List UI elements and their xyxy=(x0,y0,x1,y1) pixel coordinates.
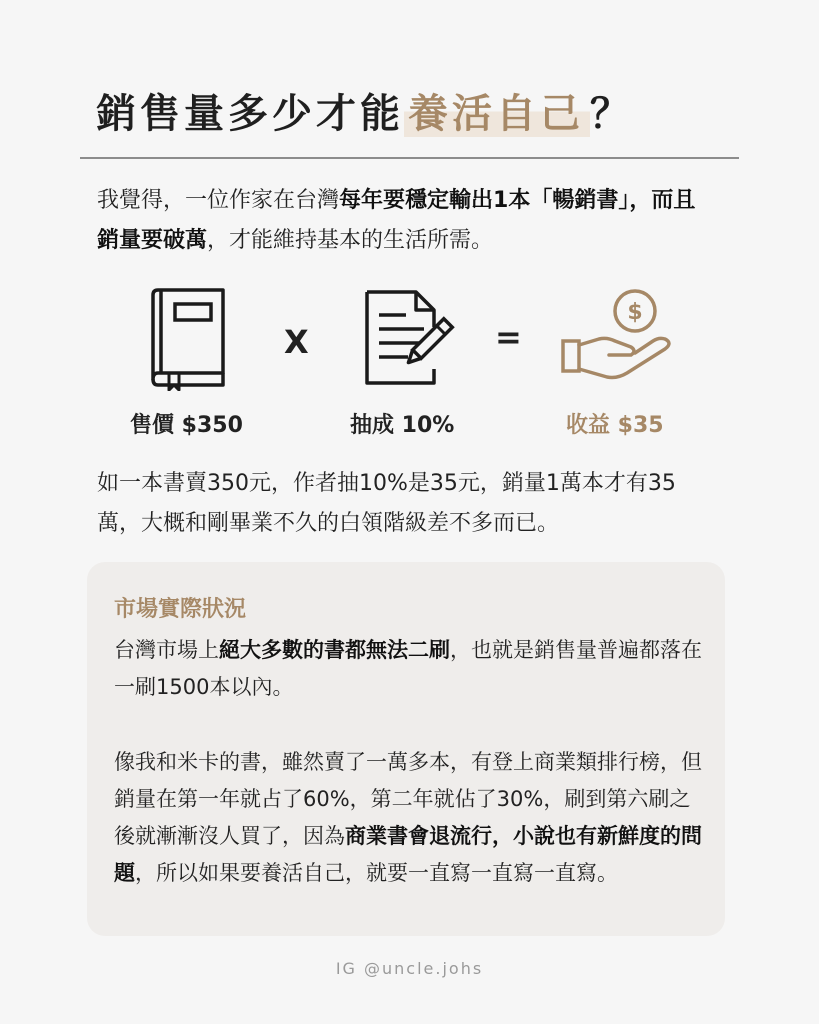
card-p1-bold: 絕大多數的書都無法二刷 xyxy=(219,638,450,662)
title-divider xyxy=(80,157,739,159)
hand-coin-icon xyxy=(559,287,677,385)
intro-bold: 每年要穩定輸出1本「暢銷書」，而且銷量要破萬 xyxy=(97,188,696,253)
card-p2-bold: 商業書會退流行，小說也有新鮮度的問題 xyxy=(114,824,702,885)
explain-paragraph: 如一本書賣350元，作者抽10%是35元，銷量1萬本才有35萬，大概和剛畢業不久的白領階級差不多而已。 xyxy=(97,471,676,536)
card-p2-text-a: 像我和米卡的書，雖然賣了一萬多本，有登上商業類排行榜，但銷量在第一年就占了60%，第二年就佔了30%，刷到第六刷之後就漸漸沒人買了，因為 xyxy=(114,750,702,848)
title-main: 銷售量多少才能 xyxy=(96,91,404,137)
card-paragraph-1 xyxy=(114,632,704,706)
page-title xyxy=(96,82,634,139)
income-label: 收益 $35 xyxy=(566,413,664,438)
svg-text:$: $ xyxy=(627,300,643,325)
price-label: 售價 $350 xyxy=(130,413,243,438)
title-question-mark: ？ xyxy=(590,91,634,137)
intro-text-2: ，才能維持基本的生活所需。 xyxy=(207,228,494,253)
intro-paragraph xyxy=(97,181,717,261)
card-p1-text-c: ，也就是銷售量普遍都落在一刷1500本以內。 xyxy=(114,638,702,699)
intro-text-1: 我覺得，一位作家在台灣 xyxy=(97,188,340,213)
document-pen-icon xyxy=(362,287,458,391)
card-p1-text-a: 台灣市場上 xyxy=(114,638,219,662)
title-highlight: 養活自己 xyxy=(404,91,590,137)
card-title: 市場實際狀況 xyxy=(114,597,247,622)
card-paragraph-2 xyxy=(114,744,704,892)
book-icon xyxy=(147,287,229,395)
card-p2-text-c: ，所以如果要養活自己，就要一直寫一直寫一直寫。 xyxy=(135,861,618,885)
market-card xyxy=(87,562,725,936)
equals-operator: = xyxy=(495,318,522,356)
footer-handle: IG @uncle.johs xyxy=(335,959,484,978)
cut-label: 抽成 10% xyxy=(350,413,455,438)
times-operator: X xyxy=(284,323,309,361)
